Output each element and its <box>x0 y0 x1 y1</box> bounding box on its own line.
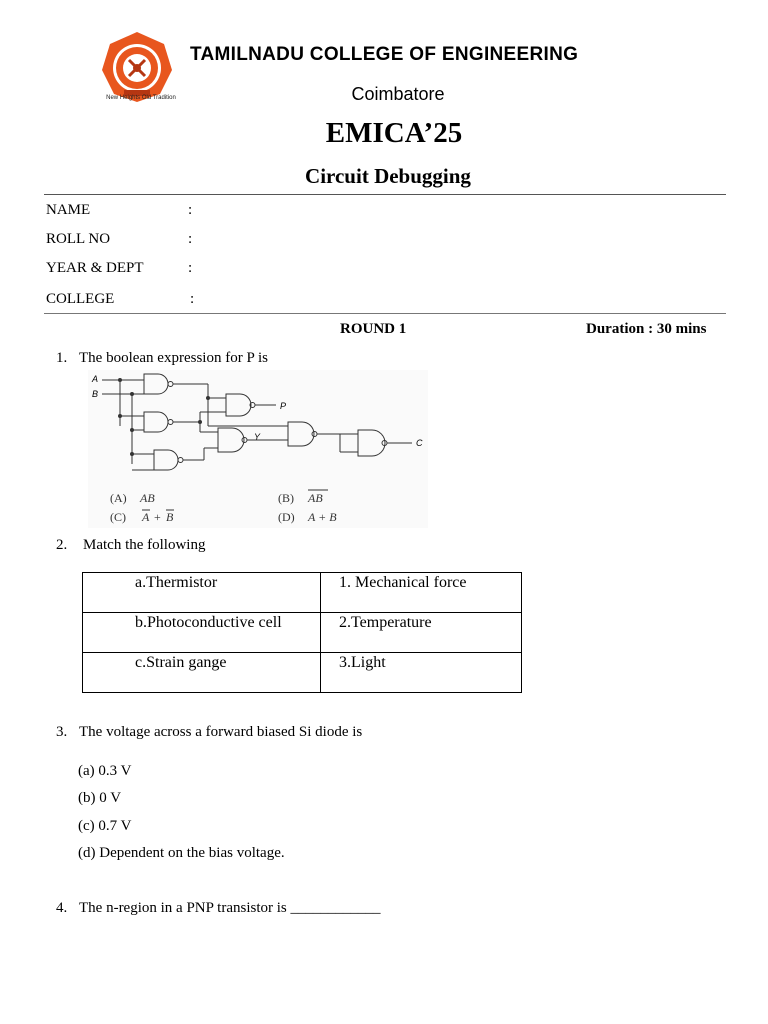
field-label: NAME <box>46 202 91 218</box>
option-a: (a) 0.3 V <box>78 763 132 779</box>
table-cell: 1. Mechanical force <box>321 573 522 613</box>
option-c-expr-a: A <box>142 510 150 524</box>
field-roll-no <box>46 231 193 248</box>
table-cell: a.Thermistor <box>83 573 321 613</box>
field-college <box>46 291 195 308</box>
table-cell: c.Strain gange <box>83 653 321 693</box>
college-city: Coimbatore <box>351 84 445 104</box>
fields-divider <box>44 313 726 314</box>
question-4 <box>56 900 381 917</box>
question-2 <box>56 537 205 554</box>
field-label: COLLEGE <box>46 291 115 307</box>
question-number: 4. <box>56 900 68 916</box>
table-row <box>83 613 522 653</box>
output-p-label: P <box>280 401 287 411</box>
option-c-label: (C) <box>110 510 126 524</box>
option-d-expr: A + B <box>308 510 337 524</box>
question-3 <box>56 724 362 741</box>
event-subtitle: Circuit Debugging <box>305 164 471 188</box>
question-number: 3. <box>56 724 68 740</box>
option-c-expr-b: B <box>166 510 174 524</box>
table-cell: 2.Temperature <box>321 613 522 653</box>
question-text: The boolean expression for P is <box>79 350 268 366</box>
option-a-label: (A) <box>110 491 127 505</box>
question-number: 1. <box>56 350 68 366</box>
node-y-label: Y <box>254 432 261 442</box>
field-label: ROLL NO <box>46 231 111 247</box>
table-row <box>83 653 522 693</box>
match-table <box>82 572 522 693</box>
field-colon: : <box>188 202 193 218</box>
round-label: ROUND 1 <box>340 321 407 337</box>
question-text: Match the following <box>83 537 206 553</box>
option-b-label: (B) <box>278 491 294 505</box>
option-c: (c) 0.7 V <box>78 818 132 834</box>
field-label: YEAR & DEPT <box>46 260 144 276</box>
question-number: 2. <box>56 537 68 553</box>
question-text: The n-region in a PNP transistor is ____________ <box>79 900 381 916</box>
option-b-expr: AB <box>308 491 323 505</box>
field-year-dept <box>46 260 193 277</box>
table-cell: b.Photoconductive cell <box>83 613 321 653</box>
option-d: (d) Dependent on the bias voltage. <box>78 845 285 861</box>
question-1 <box>56 350 268 367</box>
option-b: (b) 0 V <box>78 790 122 806</box>
option-d-label: (D) <box>278 510 295 524</box>
field-colon: : <box>190 291 195 307</box>
duration-label: Duration : 30 mins <box>586 321 707 337</box>
table-cell: 3.Light <box>321 653 522 693</box>
input-a-label: A <box>92 374 99 384</box>
question-text: The voltage across a forward biased Si diode is <box>79 724 363 740</box>
logic-circuit-diagram <box>88 370 428 528</box>
field-name <box>46 202 193 219</box>
option-c-plus: + <box>154 510 161 524</box>
event-title: EMICA’25 <box>325 117 463 149</box>
college-name: TAMILNADU COLLEGE OF ENGINEERING <box>190 44 579 65</box>
option-a-expr: AB <box>140 491 155 505</box>
field-colon: : <box>188 231 193 247</box>
logo-tagline: New Heights Old Tradition <box>106 95 176 101</box>
field-colon: : <box>188 260 193 276</box>
header-divider <box>44 194 726 195</box>
table-row <box>83 573 522 613</box>
input-b-label: B <box>92 389 99 399</box>
output-c-label: C <box>416 438 423 448</box>
